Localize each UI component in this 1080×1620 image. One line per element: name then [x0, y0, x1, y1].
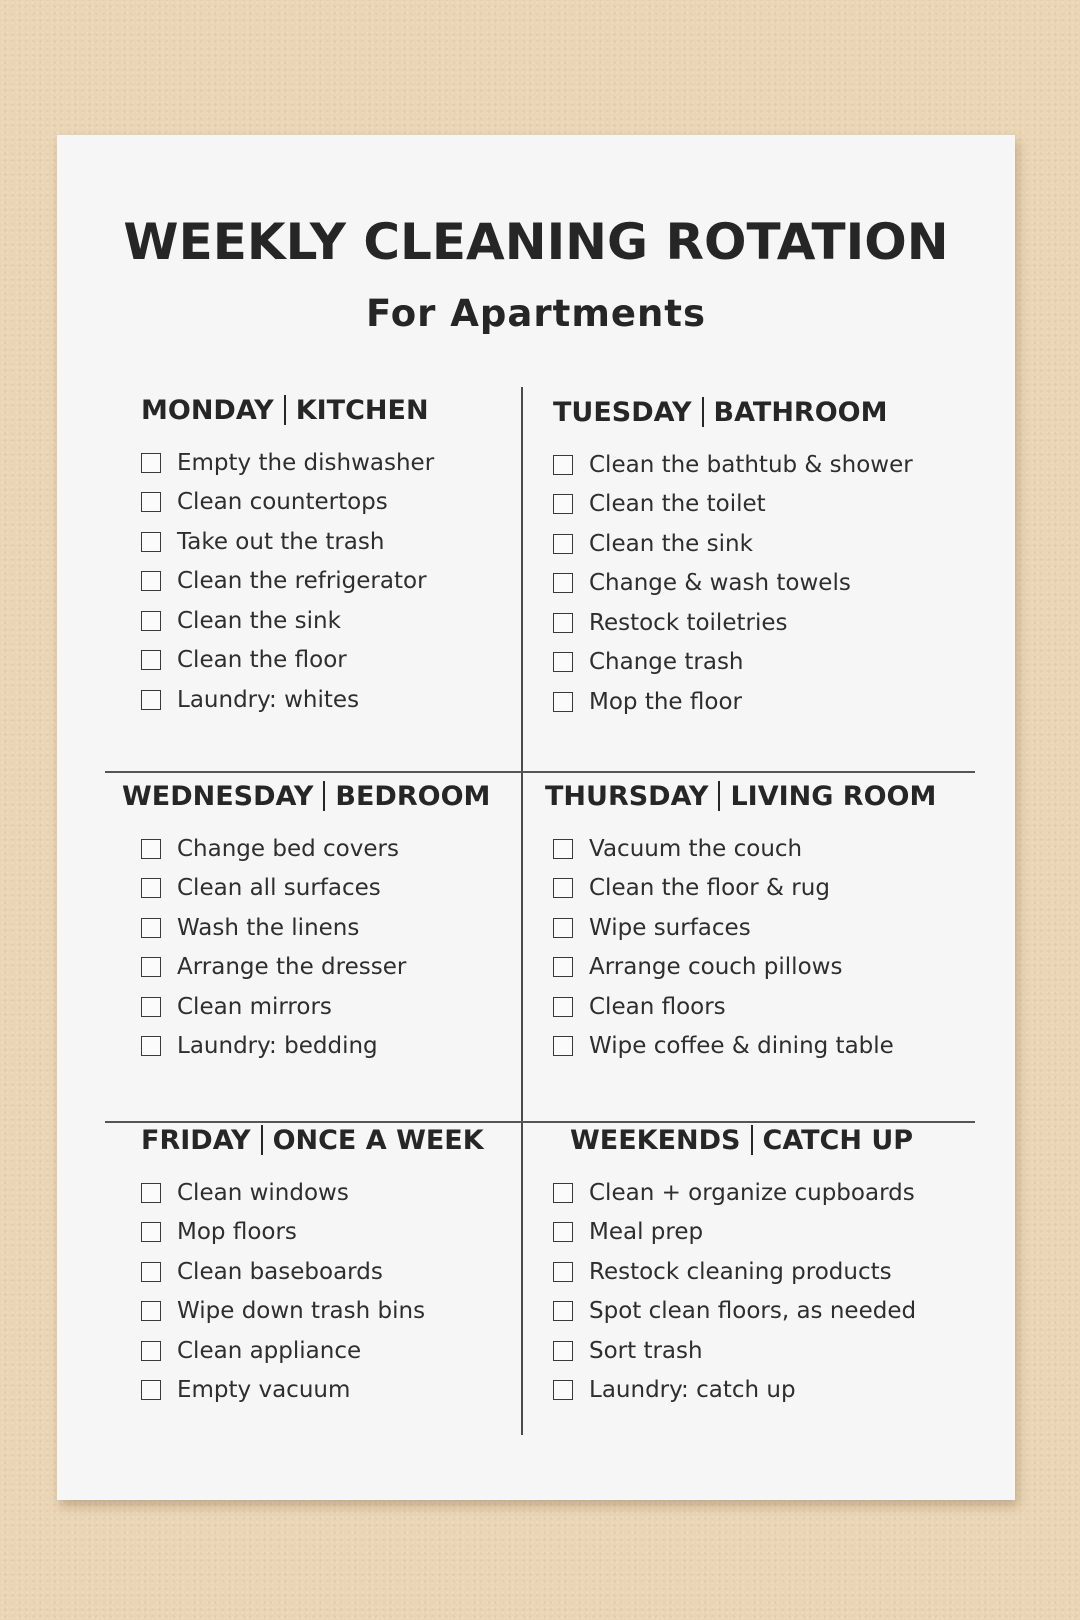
task-label: Meal prep — [589, 1219, 704, 1246]
task-item[interactable] — [141, 522, 561, 562]
heading-separator — [718, 781, 720, 811]
checkbox[interactable] — [141, 453, 161, 473]
task-label: Take out the trash — [177, 528, 385, 555]
task-item[interactable] — [141, 948, 542, 988]
checkbox[interactable] — [553, 494, 573, 514]
task-label: Spot clean floors, as needed — [589, 1298, 917, 1325]
section-area: BATHROOM — [713, 397, 888, 428]
task-label: Clean the floor — [177, 647, 347, 674]
task-item[interactable] — [553, 603, 973, 643]
task-label: Laundry: whites — [177, 686, 360, 713]
checkbox[interactable] — [553, 1301, 573, 1321]
section-tuesday-bathroom — [553, 393, 973, 722]
checkbox[interactable] — [553, 997, 573, 1017]
task-label: Clean the sink — [589, 530, 753, 557]
section-heading — [545, 777, 965, 817]
task-label: Clean the sink — [177, 607, 341, 634]
task-item[interactable] — [553, 445, 973, 485]
task-label: Wipe coffee & dining table — [589, 1033, 894, 1060]
checklist-sheet — [57, 135, 1015, 1500]
checkbox[interactable] — [553, 1183, 573, 1203]
checkbox[interactable] — [553, 1262, 573, 1282]
task-item[interactable] — [141, 641, 561, 681]
checkbox[interactable] — [141, 878, 161, 898]
task-item[interactable] — [141, 908, 542, 948]
task-label: Wipe surfaces — [589, 914, 751, 941]
checkbox[interactable] — [553, 839, 573, 859]
task-label: Mop the floor — [589, 688, 742, 715]
task-item[interactable] — [141, 829, 542, 869]
section-day: TUESDAY — [553, 397, 692, 428]
task-label: Clean the bathtub & shower — [589, 451, 913, 478]
section-thursday-living-room — [545, 777, 965, 1066]
task-label: Laundry: catch up — [589, 1377, 796, 1404]
task-label: Mop floors — [177, 1219, 297, 1246]
section-area: ONCE A WEEK — [272, 1125, 484, 1156]
section-day: FRIDAY — [141, 1125, 251, 1156]
checkbox[interactable] — [141, 1036, 161, 1056]
checkbox[interactable] — [141, 1301, 161, 1321]
page-subtitle: For Apartments — [365, 292, 707, 335]
task-label: Clean the toilet — [589, 491, 766, 518]
task-label: Wash the linens — [177, 914, 360, 941]
checkbox[interactable] — [553, 573, 573, 593]
task-label: Empty vacuum — [177, 1377, 351, 1404]
task-item[interactable] — [141, 987, 542, 1027]
section-heading — [553, 393, 973, 433]
task-item[interactable] — [141, 869, 542, 909]
task-label: Sort trash — [589, 1337, 703, 1364]
checkbox[interactable] — [141, 918, 161, 938]
section-day: WEDNESDAY — [122, 781, 314, 812]
section-area: CATCH UP — [762, 1125, 914, 1156]
task-item[interactable] — [141, 443, 561, 483]
task-item[interactable] — [553, 829, 965, 869]
task-item[interactable] — [141, 1331, 561, 1371]
checkbox[interactable] — [553, 613, 573, 633]
checkbox[interactable] — [553, 692, 573, 712]
task-item[interactable] — [553, 485, 973, 525]
task-item[interactable] — [141, 680, 561, 720]
section-area: KITCHEN — [295, 395, 429, 426]
task-label: Change bed covers — [177, 835, 399, 862]
task-item[interactable] — [553, 908, 965, 948]
task-item[interactable] — [141, 1213, 561, 1253]
task-item[interactable] — [553, 1173, 973, 1213]
horizontal-divider — [105, 771, 975, 773]
checkbox[interactable] — [141, 1222, 161, 1242]
task-item[interactable] — [553, 1213, 973, 1253]
task-item[interactable] — [141, 483, 561, 523]
section-day: MONDAY — [141, 395, 274, 426]
task-item[interactable] — [141, 1173, 561, 1213]
heading-separator — [284, 395, 286, 425]
section-area: LIVING ROOM — [730, 781, 937, 812]
task-label: Clean + organize cupboards — [589, 1179, 915, 1206]
checkbox[interactable] — [553, 878, 573, 898]
task-label: Change & wash towels — [589, 570, 851, 597]
task-label: Empty the dishwasher — [177, 449, 435, 476]
task-list — [545, 829, 965, 1066]
task-label: Clean the floor & rug — [589, 875, 830, 902]
checkbox[interactable] — [141, 1262, 161, 1282]
task-item[interactable] — [141, 1371, 561, 1411]
heading-separator — [751, 1125, 753, 1155]
checkbox[interactable] — [141, 492, 161, 512]
checkbox[interactable] — [141, 1380, 161, 1400]
task-item[interactable] — [141, 1027, 542, 1067]
task-label: Clean the refrigerator — [177, 568, 427, 595]
task-label: Arrange couch pillows — [589, 954, 843, 981]
section-friday-once-a-week — [141, 1121, 561, 1410]
checkbox[interactable] — [141, 650, 161, 670]
section-wednesday-bedroom — [122, 777, 542, 1066]
task-item[interactable] — [141, 562, 561, 602]
task-item[interactable] — [553, 643, 973, 683]
task-list — [553, 1173, 973, 1410]
task-item[interactable] — [141, 601, 561, 641]
checkbox[interactable] — [141, 571, 161, 591]
task-item[interactable] — [553, 1027, 965, 1067]
task-label: Clean floors — [589, 993, 726, 1020]
checkbox[interactable] — [141, 532, 161, 552]
checkbox[interactable] — [141, 839, 161, 859]
checkbox[interactable] — [553, 455, 573, 475]
checkbox[interactable] — [553, 957, 573, 977]
task-item[interactable] — [141, 1252, 561, 1292]
heading-separator — [702, 397, 704, 427]
heading-separator — [261, 1125, 263, 1155]
section-heading — [141, 391, 561, 431]
checkbox[interactable] — [553, 1380, 573, 1400]
task-label: Clean appliance — [177, 1337, 362, 1364]
task-item[interactable] — [553, 948, 965, 988]
task-item[interactable] — [553, 1331, 973, 1371]
task-list — [122, 829, 542, 1066]
task-label: Clean mirrors — [177, 993, 332, 1020]
task-label: Clean windows — [177, 1179, 349, 1206]
task-item[interactable] — [553, 682, 973, 722]
task-label: Change trash — [589, 649, 744, 676]
task-item[interactable] — [553, 869, 965, 909]
task-item[interactable] — [553, 987, 965, 1027]
checkbox[interactable] — [141, 1183, 161, 1203]
task-item[interactable] — [553, 564, 973, 604]
task-label: Clean countertops — [177, 489, 388, 516]
task-list — [553, 445, 973, 722]
section-monday-kitchen — [141, 391, 561, 720]
task-label: Clean baseboards — [177, 1258, 383, 1285]
checkbox[interactable] — [141, 1341, 161, 1361]
section-heading — [122, 777, 542, 817]
task-label: Laundry: bedding — [177, 1033, 378, 1060]
task-list — [141, 443, 561, 720]
section-heading — [141, 1121, 561, 1161]
section-weekends-catch-up — [553, 1121, 973, 1410]
checkbox[interactable] — [553, 1036, 573, 1056]
task-label: Arrange the dresser — [177, 954, 407, 981]
checkbox[interactable] — [553, 1341, 573, 1361]
task-list — [141, 1173, 561, 1410]
checkbox[interactable] — [141, 997, 161, 1017]
checkbox[interactable] — [141, 690, 161, 710]
checkbox[interactable] — [141, 611, 161, 631]
section-day: WEEKENDS — [570, 1125, 741, 1156]
task-item[interactable] — [553, 1371, 973, 1411]
section-area: BEDROOM — [335, 781, 491, 812]
task-item[interactable] — [553, 1292, 973, 1332]
checkbox[interactable] — [553, 652, 573, 672]
task-label: Wipe down trash bins — [177, 1298, 426, 1325]
section-heading — [553, 1121, 973, 1161]
task-label: Restock toiletries — [589, 609, 788, 636]
task-item[interactable] — [141, 1292, 561, 1332]
section-day: THURSDAY — [545, 781, 709, 812]
task-item[interactable] — [553, 1252, 973, 1292]
task-label: Clean all surfaces — [177, 875, 381, 902]
heading-separator — [323, 781, 325, 811]
task-label: Vacuum the couch — [589, 835, 803, 862]
checkbox[interactable] — [553, 1222, 573, 1242]
task-item[interactable] — [553, 524, 973, 564]
checkbox[interactable] — [553, 534, 573, 554]
checkbox[interactable] — [141, 957, 161, 977]
checkbox[interactable] — [553, 918, 573, 938]
task-label: Restock cleaning products — [589, 1258, 892, 1285]
page-title: WEEKLY CLEANING ROTATION — [123, 213, 949, 271]
